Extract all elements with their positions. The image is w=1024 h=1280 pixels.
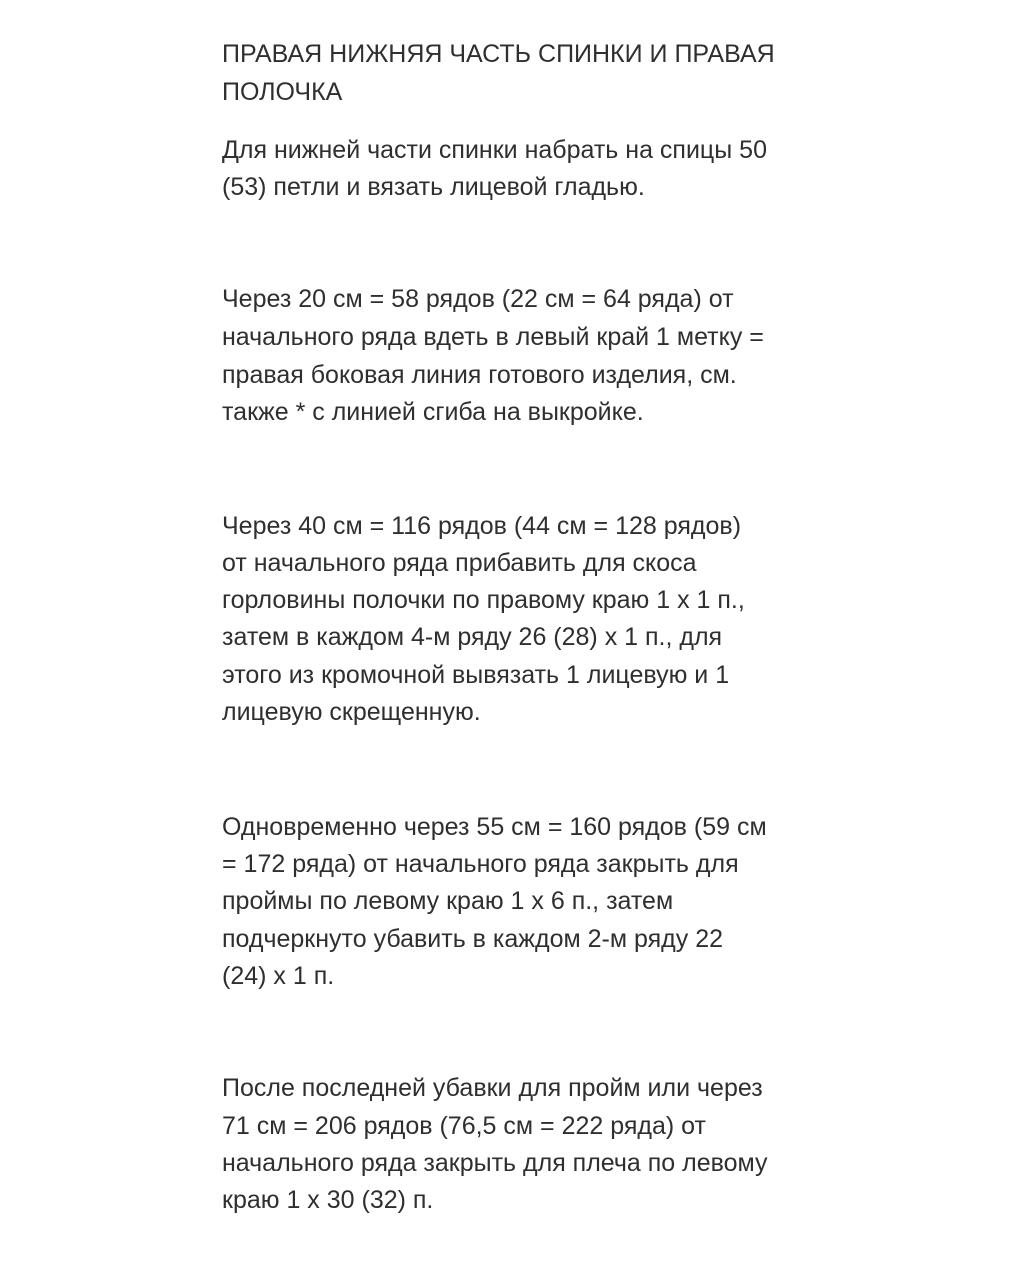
text-line: 71 см = 206 рядов (76,5 см = 222 ряда) от <box>222 1112 706 1140</box>
text-line: Через 20 см = 58 рядов (22 см = 64 ряда) от <box>222 285 734 313</box>
text-line: (53) петли и вязать лицевой гладью. <box>222 173 645 201</box>
text-line: Одновременно через 55 см = 160 рядов (59 см <box>222 813 767 841</box>
text-line: подчеркнуто убавить в каждом 2-м ряду 22 <box>222 925 724 953</box>
text-line: лицевую скрещенную. <box>222 698 481 726</box>
text-line: начального ряда вдеть в левый край 1 метку = <box>222 323 764 351</box>
text-line: краю 1 х 30 (32) п. <box>222 1186 434 1214</box>
text-line: После последней убавки для пройм или через <box>222 1074 763 1102</box>
text-line: затем в каждом 4-м ряду 26 (28) х 1 п., для <box>222 623 723 651</box>
text-line: проймы по левому краю 1 х 6 п., затем <box>222 887 674 915</box>
text-line: от начального ряда прибавить для скоса <box>222 549 697 577</box>
text-line: правая боковая линия готового изделия, см. <box>222 361 737 389</box>
text-line: (24) х 1 п. <box>222 962 335 990</box>
text-line: Через 40 см = 116 рядов (44 см = 128 рядов) <box>222 512 742 540</box>
heading-line: ПОЛОЧКА <box>222 78 343 106</box>
text-line: начального ряда закрыть для плеча по левому <box>222 1149 768 1177</box>
heading-line: ПРАВАЯ НИЖНЯЯ ЧАСТЬ СПИНКИ И ПРАВАЯ <box>222 40 775 68</box>
text-line: Для нижней части спинки набрать на спицы 50 <box>222 136 767 164</box>
text-line: также * с линией сгиба на выкройке. <box>222 398 644 426</box>
text-line: = 172 ряда) от начального ряда закрыть для <box>222 850 739 878</box>
text-line: горловины полочки по правому краю 1 х 1 п., <box>222 586 745 614</box>
text-line: этого из кромочной вывязать 1 лицевую и 1 <box>222 661 730 689</box>
